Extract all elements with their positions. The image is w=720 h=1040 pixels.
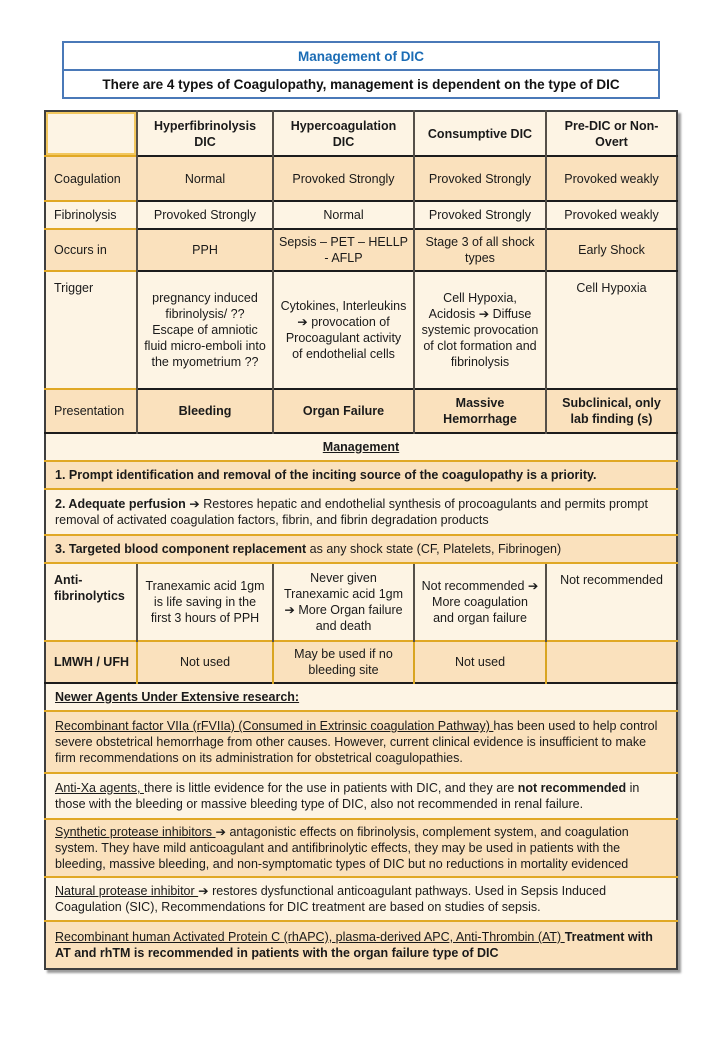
management-item-1-row — [45, 461, 677, 489]
cell-presentation-1: Bleeding — [137, 389, 273, 433]
cell-coagulation-1: Normal — [137, 156, 273, 201]
paragraph-natural: Natural protease inhibitor ➔ restores dysfunctional anticoagulant pathways. Used in Sepsis Induced Coagulation (SIC), Recommendations for DIC treatment are based on studies of sepsis. — [45, 877, 677, 921]
cell-lmwh-3: Not used — [414, 641, 546, 683]
table-header-row — [45, 111, 677, 156]
table-row-occurs-in — [45, 229, 677, 271]
table-row-lmwh-ufh — [45, 641, 677, 683]
paragraph-synthetic-row — [45, 819, 677, 877]
paragraph-antixa: Anti-Xa agents, there is little evidence for the use in patients with DIC, and they are not recommended in those with the bleeding or massive bleeding type of DIC, also not recommended in renal failure. — [45, 773, 677, 819]
cell-fibrinolysis-3: Provoked Strongly — [414, 201, 546, 229]
cell-trigger-4: Cell Hypoxia — [546, 271, 677, 389]
cell-trigger-2: Cytokines, Interleukins ➔ provocation of Procoagulant activity of endothelial cells — [273, 271, 414, 389]
table-row-trigger — [45, 271, 677, 389]
cell-antifib-4: Not recommended — [546, 563, 677, 641]
cell-antifib-3: Not recommended ➔ More coagulation and organ failure — [414, 563, 546, 641]
paragraph-natural-row — [45, 877, 677, 921]
management-title-row — [45, 433, 677, 461]
cell-fibrinolysis-4: Provoked weakly — [546, 201, 677, 229]
row-label-fibrinolysis: Fibrinolysis — [45, 201, 137, 229]
row-label-presentation: Presentation — [45, 389, 137, 433]
cell-lmwh-1: Not used — [137, 641, 273, 683]
document-title-box — [62, 41, 660, 99]
management-item-3: 3. Targeted blood component replacement as any shock state (CF, Platelets, Fibrinogen) — [45, 535, 677, 563]
paragraph-antixa-row — [45, 773, 677, 819]
cell-fibrinolysis-2: Normal — [273, 201, 414, 229]
cell-coagulation-4: Provoked weakly — [546, 156, 677, 201]
paragraph-rhapc: Recombinant human Activated Protein C (rhAPC), plasma-derived APC, Anti-Thrombin (AT) Treatment with AT and rhTM is recommended in patients with the organ failure type of DIC — [45, 921, 677, 969]
row-label-antifibrinolytics: Anti-fibrinolytics — [45, 563, 137, 641]
table-row-coagulation — [45, 156, 677, 201]
cell-occurs-1: PPH — [137, 229, 273, 271]
row-label-lmwh-ufh: LMWH / UFH — [45, 641, 137, 683]
dic-management-table — [44, 110, 678, 970]
page-subtitle: There are 4 types of Coagulopathy, management is dependent on the type of DIC — [64, 69, 658, 97]
management-item-2: 2. Adequate perfusion ➔ Restores hepatic and endothelial synthesis of procoagulants and permits prompt removal of activated coagulation factors, fibrin, and fibrin degradation products — [45, 489, 677, 535]
paragraph-rfviia: Recombinant factor VIIa (rFVIIa) (Consumed in Extrinsic coagulation Pathway) has been used to help control severe obstetrical hemorrhage from other causes. However, current clinical evidence is insufficient to make firm recommendations on its administration for obstetrical coagulopathies. — [45, 711, 677, 773]
cell-fibrinolysis-1: Provoked Strongly — [137, 201, 273, 229]
blank-corner-cell — [45, 111, 137, 156]
column-header-hypercoagulation: Hypercoagulation DIC — [273, 111, 414, 156]
cell-trigger-3: Cell Hypoxia, Acidosis ➔ Diffuse systemic provocation of clot formation and fibrinolysis — [414, 271, 546, 389]
newer-agents-header: Newer Agents Under Extensive research: — [45, 683, 677, 711]
column-header-predic: Pre-DIC or Non-Overt — [546, 111, 677, 156]
page-title: Management of DIC — [297, 48, 424, 64]
cell-trigger-1: pregnancy induced fibrinolysis/ ?? Escape of amniotic fluid micro-emboli into the myometrium ?? — [137, 271, 273, 389]
table-row-antifibrinolytics — [45, 563, 677, 641]
cell-coagulation-3: Provoked Strongly — [414, 156, 546, 201]
table-row-presentation — [45, 389, 677, 433]
cell-occurs-4: Early Shock — [546, 229, 677, 271]
column-header-hyperfibrinolysis: Hyperfibrinolysis DIC — [137, 111, 273, 156]
cell-occurs-3: Stage 3 of all shock types — [414, 229, 546, 271]
cell-lmwh-4 — [546, 641, 677, 683]
cell-antifib-2: Never given Tranexamic acid 1gm ➔ More Organ failure and death — [273, 563, 414, 641]
management-item-1: 1. Prompt identification and removal of the inciting source of the coagulopathy is a priority. — [45, 461, 677, 489]
management-item-2-row — [45, 489, 677, 535]
paragraph-synthetic: Synthetic protease inhibitors ➔ antagonistic effects on fibrinolysis, complement system, and coagulation system. They have mild anticoagulant and antifibrinolytic effects, they may be used in patients with the bleeding, massive bleeding, and non-symptomatic types of DIC but no reductions in mortality evidenced — [45, 819, 677, 877]
paragraph-rfviia-row — [45, 711, 677, 773]
cell-antifib-1: Tranexamic acid 1gm is life saving in the first 3 hours of PPH — [137, 563, 273, 641]
newer-agents-header-row — [45, 683, 677, 711]
cell-presentation-2: Organ Failure — [273, 389, 414, 433]
column-header-consumptive: Consumptive DIC — [414, 111, 546, 156]
row-label-occurs-in: Occurs in — [45, 229, 137, 271]
cell-presentation-4: Subclinical, only lab finding (s) — [546, 389, 677, 433]
table-row-fibrinolysis — [45, 201, 677, 229]
management-item-3-row — [45, 535, 677, 563]
cell-occurs-2: Sepsis – PET – HELLP - AFLP — [273, 229, 414, 271]
row-label-coagulation: Coagulation — [45, 156, 137, 201]
management-title: Management — [45, 433, 677, 461]
cell-coagulation-2: Provoked Strongly — [273, 156, 414, 201]
cell-lmwh-2: May be used if no bleeding site — [273, 641, 414, 683]
row-label-trigger: Trigger — [45, 271, 137, 389]
paragraph-rhapc-row — [45, 921, 677, 969]
cell-presentation-3: Massive Hemorrhage — [414, 389, 546, 433]
